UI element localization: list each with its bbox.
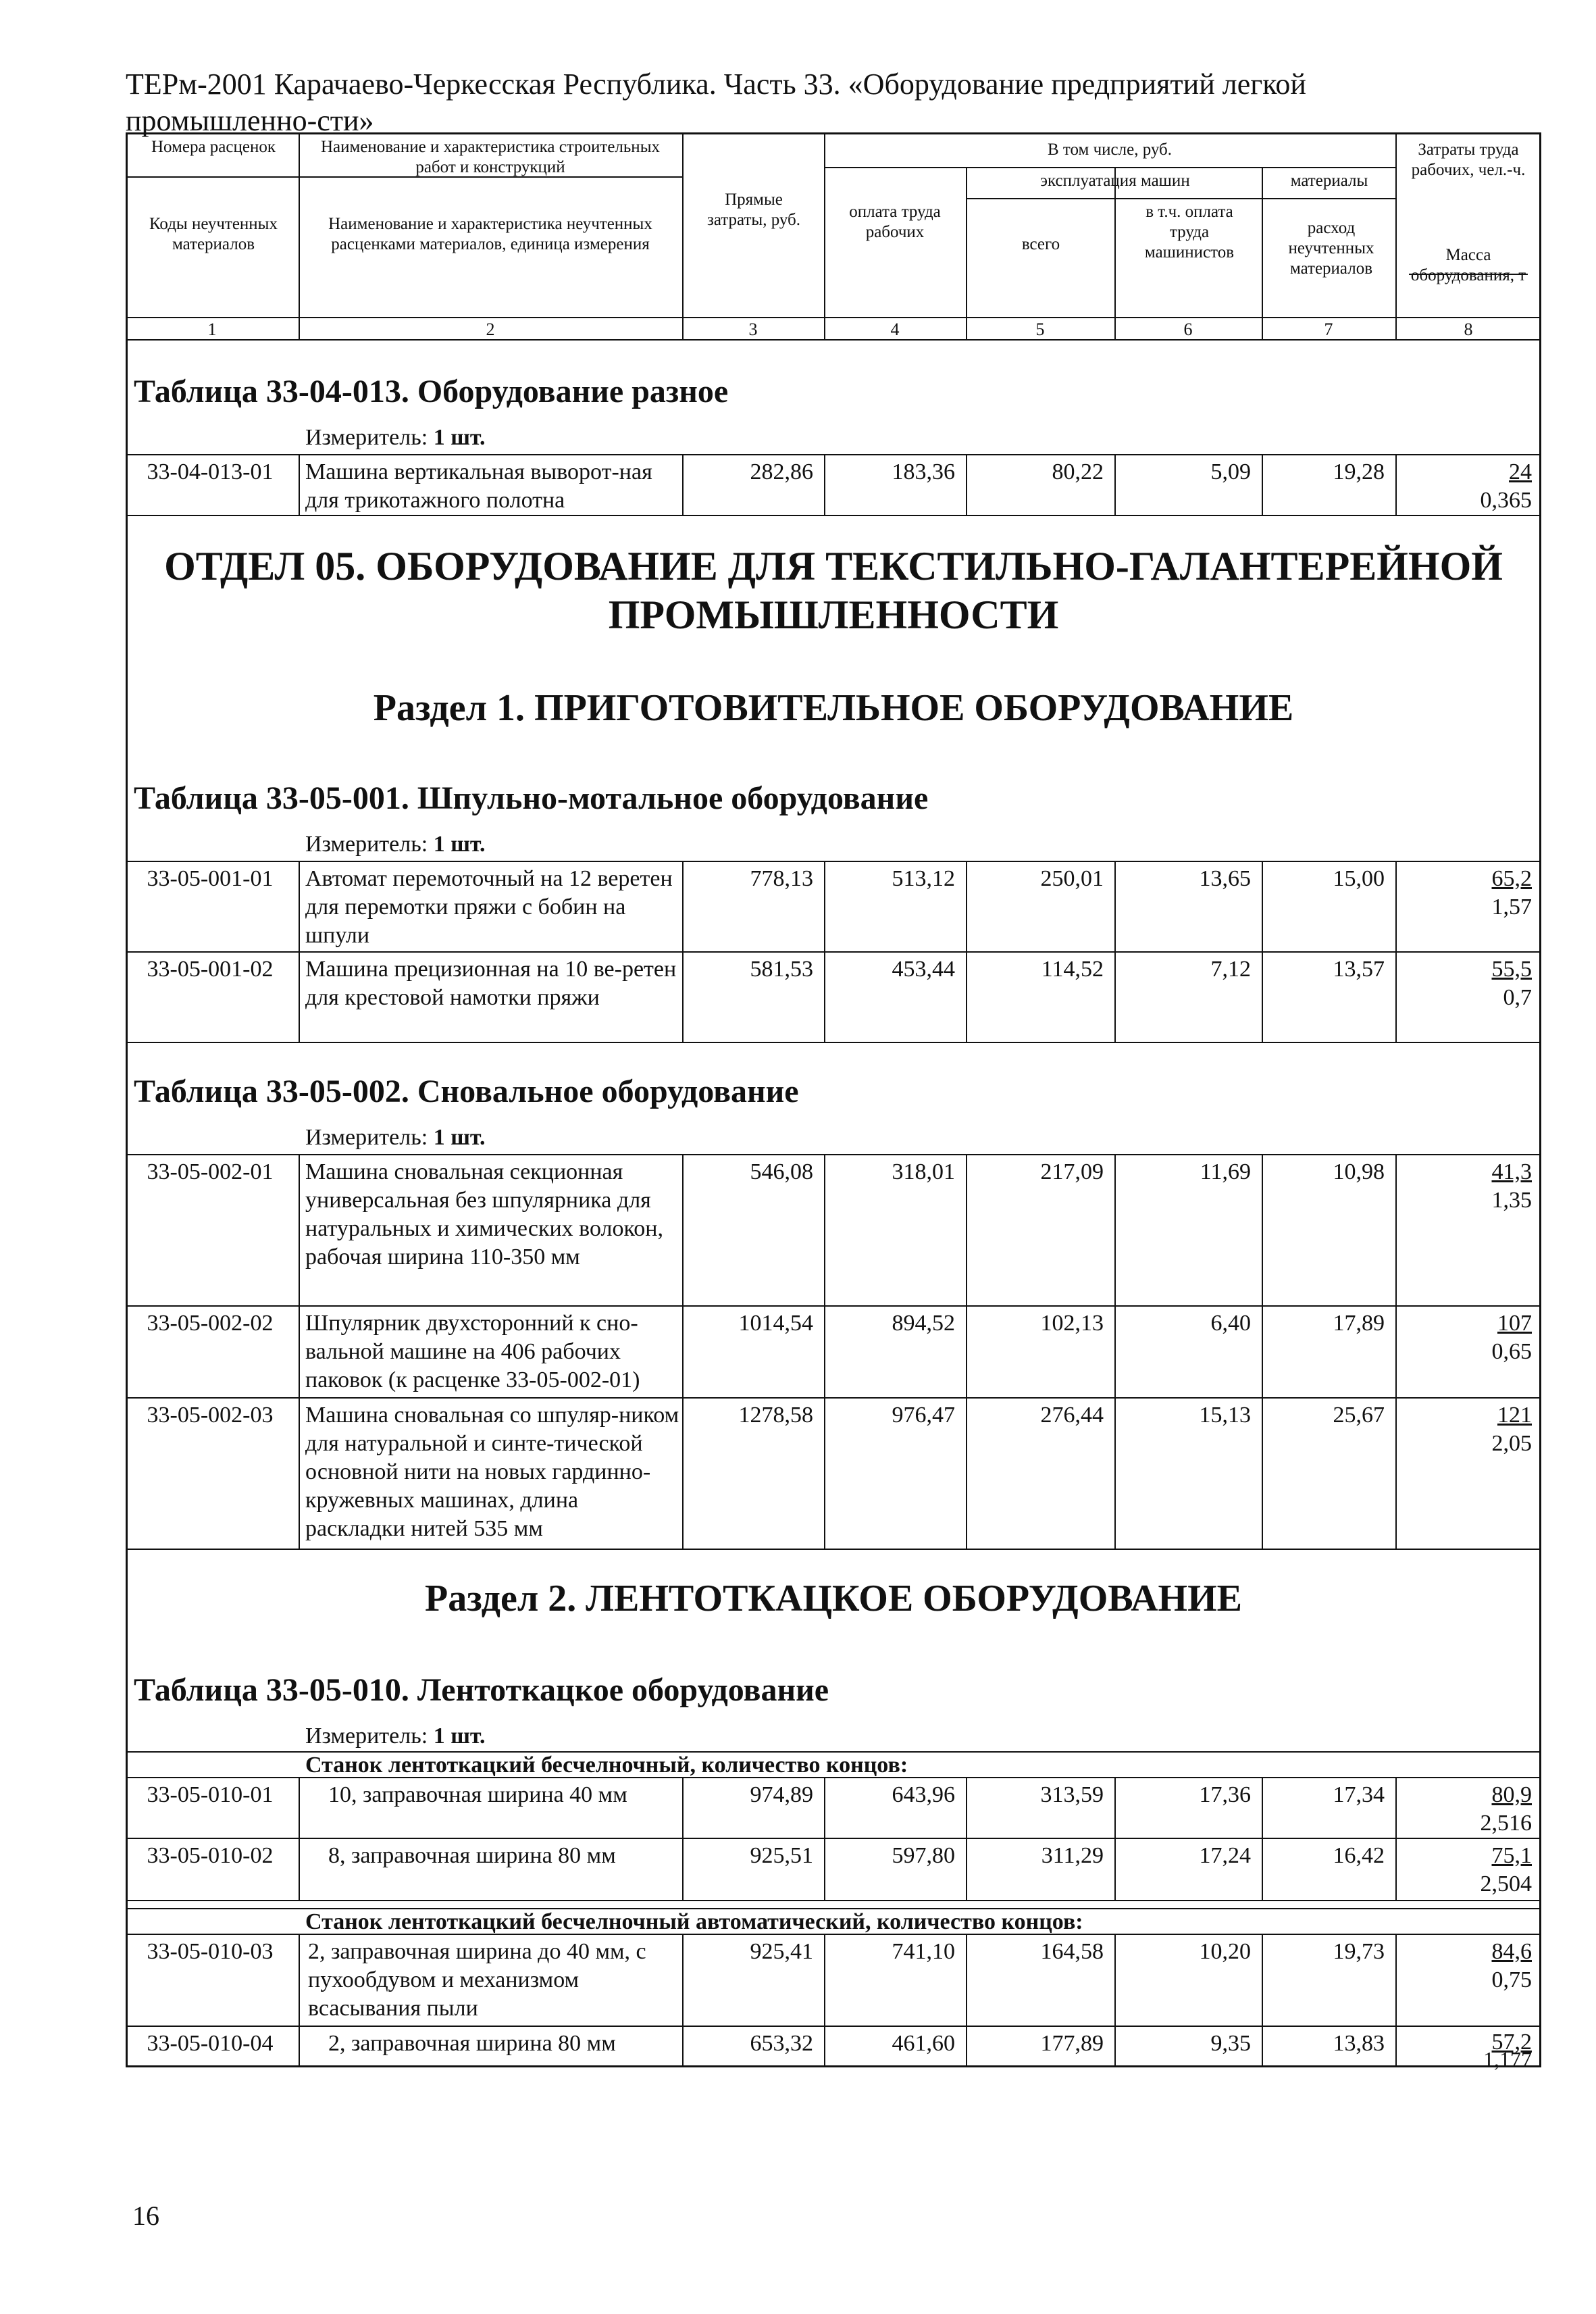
equipment-name: 10, заправочная ширина 40 мм [328,1782,627,1807]
labor-hours: 24 [1509,459,1532,484]
col-divider [966,953,967,1042]
equipment-name: 2, заправочная ширина до 40 мм, с пухообдувом и механизмом всасывания пыли [308,1939,646,2021]
table-row [126,1305,1541,1399]
equipment-name: 2, заправочная ширина 80 мм [328,2031,616,2056]
equipment-name: Шпулярник двухсторонний к сно-вальной машине на 406 рабочих паковок (к расценке 33-05-002-01) [305,1311,640,1392]
labor-hours: 57,2 [1491,2030,1532,2055]
operators-pay: 17,24 [1199,1843,1251,1868]
equipment-name: Машина сновальная секционная универсальная без шпулярника для натуральных и химических волокон, рабочая ширина 110-350 мм [305,1159,663,1269]
labor-hours: 75,1 [1491,1843,1532,1868]
machines-cost: 217,09 [1040,1159,1104,1184]
col-divider [299,1307,300,1397]
col-divider [966,2027,967,2067]
direct-costs: 925,51 [750,1843,813,1868]
col-divider [1262,953,1263,1042]
equipment-mass: 1,177 [1483,2047,1532,2071]
direct-costs: 1278,58 [738,1403,813,1428]
table-row [126,2026,1541,2071]
materials-cost: 13,83 [1333,2031,1385,2056]
equipment-mass: 0,365 [1480,488,1532,513]
column-number: 2 [486,320,495,339]
direct-costs: 546,08 [750,1159,813,1184]
col-divider [1395,2027,1397,2067]
column-number: 8 [1464,320,1473,339]
table-column-header [126,132,1541,341]
col-divider [299,953,300,1042]
labor-pay: 461,60 [892,2031,955,2056]
column-number: 7 [1324,320,1333,339]
labor-pay: 741,10 [892,1939,955,1964]
header-labor-hours: Затраты труда рабочих, чел.-ч. [1411,141,1526,179]
col-divider [1395,455,1397,515]
equipment-mass: 0,75 [1491,1967,1532,1992]
labor-hours: 80,9 [1491,1782,1532,1807]
labor-hours: 55,5 [1491,957,1532,982]
direct-costs: 282,86 [750,459,813,484]
col-divider [1114,1307,1116,1397]
group-heading: Станок лентоткацкий бесчелночный, количество концов: [126,1751,1541,1777]
col-divider [966,862,967,951]
header-machines: эксплуатация машин [1040,172,1190,190]
col-divider [1395,134,1397,339]
col-divider [299,1399,300,1549]
col-divider [299,1935,300,2026]
equipment-mass: 0,65 [1491,1339,1532,1364]
col-divider [1262,1155,1263,1305]
col-divider [966,1778,967,1838]
col-divider [1262,862,1263,951]
section-title: Раздел 1. ПРИГОТОВИТЕЛЬНОЕ ОБОРУДОВАНИЕ [373,687,1294,729]
header-divider [966,198,1395,199]
col-divider [299,1839,300,1900]
col-divider [299,2027,300,2067]
direct-costs: 974,89 [750,1782,813,1807]
equipment-name: 8, заправочная ширина 80 мм [328,1843,616,1868]
equipment-mass: 2,05 [1491,1431,1532,1456]
col-divider [824,455,825,515]
header-work-name: Наименование и характеристика строительных работ и конструкций [320,138,660,176]
col-divider [1395,1155,1397,1305]
unit-of-measure: Измеритель: 1 шт. [305,1724,486,1749]
col-divider [966,167,967,339]
header-machines-total: всего [1021,235,1060,253]
col-divider [1114,1399,1116,1549]
equipment-mass: 1,35 [1491,1188,1532,1213]
equipment-mass: 2,504 [1480,1871,1532,1896]
col-divider [824,953,825,1042]
machines-cost: 313,59 [1040,1782,1104,1807]
operators-pay: 5,09 [1210,459,1251,484]
operators-pay: 15,13 [1199,1403,1251,1428]
rate-code: 33-05-002-03 [147,1403,274,1428]
direct-costs: 653,32 [750,2031,813,2056]
rate-code: 33-05-002-02 [147,1311,274,1336]
col-divider [1262,1778,1263,1838]
col-divider [682,134,684,339]
col-divider [1395,1399,1397,1549]
col-divider [824,1935,825,2026]
col-divider [682,455,684,515]
header-direct-costs: Прямые затраты, руб. [706,191,801,229]
col-divider [966,455,967,515]
header-materials: материалы [1290,172,1368,190]
col-divider [966,1399,967,1549]
machines-cost: 114,52 [1041,957,1104,982]
col-divider [966,1839,967,1900]
machines-cost: 250,01 [1040,866,1104,891]
col-divider [1114,455,1116,515]
machines-cost: 276,44 [1040,1403,1104,1428]
labor-pay: 894,52 [892,1311,955,1336]
col-divider [824,2027,825,2067]
column-number: 6 [1183,320,1193,339]
direct-costs: 581,53 [750,957,813,982]
operators-pay: 7,12 [1210,957,1251,982]
rate-code: 33-04-013-01 [147,459,274,484]
rate-code: 33-05-001-01 [147,866,274,891]
direct-costs: 925,41 [750,1939,813,1964]
col-divider [824,1839,825,1900]
materials-cost: 16,42 [1333,1843,1385,1868]
col-divider [1114,1155,1116,1305]
operators-pay: 6,40 [1210,1311,1251,1336]
table-row [126,861,1541,953]
rate-code: 33-05-010-02 [147,1843,274,1868]
header-including: В том числе, руб. [1047,141,1173,159]
materials-cost: 10,98 [1333,1159,1385,1184]
materials-cost: 25,67 [1333,1403,1385,1428]
column-number: 1 [207,320,217,339]
rate-code: 33-05-010-04 [147,2031,274,2056]
col-divider [1114,2027,1116,2067]
col-divider [1262,455,1263,515]
col-divider [299,134,300,339]
table-title: Таблица 33-05-001. Шпульно-мотальное оборудование [134,780,929,816]
machines-cost: 102,13 [1040,1311,1104,1336]
col-divider [1114,953,1116,1042]
col-divider [1114,862,1116,951]
col-divider [1262,1307,1263,1397]
labor-pay: 513,12 [892,866,955,891]
page-number: 16 [132,2200,159,2231]
col-divider [682,1399,684,1549]
header-divider [126,317,1541,318]
unit-of-measure: Измеритель: 1 шт. [305,1125,486,1150]
col-divider [1262,1935,1263,2026]
labor-pay: 597,80 [892,1843,955,1868]
document-header: ТЕРм-2001 Карачаево-Черкесская Республика. Часть 33. «Оборудование предприятий легкой промышленно-сти» [126,68,1306,137]
table-row [126,951,1541,1043]
col-divider [824,1155,825,1305]
operators-pay: 11,69 [1200,1159,1251,1184]
col-divider [1395,1839,1397,1900]
col-divider [1395,1778,1397,1838]
column-number: 4 [890,320,900,339]
operators-pay: 10,20 [1199,1939,1251,1964]
col-divider [682,953,684,1042]
rate-code: 33-05-010-01 [147,1782,274,1807]
machines-cost: 164,58 [1040,1939,1104,1964]
table-row [126,1934,1541,2027]
materials-cost: 15,00 [1333,866,1385,891]
column-number: 3 [748,320,758,339]
header-material-codes: Коды неучтенных материалов [149,215,278,253]
col-divider [1114,1839,1116,1900]
table-row [126,1838,1541,1901]
col-divider [824,862,825,951]
operators-pay: 13,65 [1199,866,1251,891]
labor-hours: 121 [1497,1403,1532,1428]
col-divider [682,862,684,951]
materials-cost: 19,28 [1333,459,1385,484]
materials-cost: 19,73 [1333,1939,1385,1964]
machines-cost: 311,29 [1041,1843,1104,1868]
labor-hours: 41,3 [1491,1159,1532,1184]
col-divider [1262,1399,1263,1549]
labor-pay: 643,96 [892,1782,955,1807]
rate-code: 33-05-001-02 [147,957,274,982]
materials-cost: 17,34 [1333,1782,1385,1807]
col-divider [1262,2027,1263,2067]
col-divider [824,1399,825,1549]
rate-code: 33-05-010-03 [147,1939,274,1964]
operators-pay: 9,35 [1210,2031,1251,2056]
unit-of-measure: Измеритель: 1 шт. [305,425,486,450]
labor-hours: 84,6 [1491,1939,1532,1964]
header-material-name: Наименование и характеристика неучтенных расценками материалов, единица измерения [328,215,652,253]
col-divider [299,1778,300,1838]
labor-pay: 318,01 [892,1159,955,1184]
equipment-mass: 2,516 [1480,1811,1532,1836]
header-equipment-mass: Масса оборудования, т [1410,246,1526,284]
col-divider [682,1155,684,1305]
col-divider [1114,1778,1116,1838]
labor-pay: 183,36 [892,459,955,484]
labor-hours: 65,2 [1491,866,1532,891]
header-labor-pay: оплата труда рабочих [849,203,941,241]
labor-pay: 976,47 [892,1403,955,1428]
machines-cost: 80,22 [1052,459,1104,484]
col-divider [824,1307,825,1397]
header-material-consumption: расход неучтенных материалов [1288,219,1374,278]
column-number: 5 [1035,320,1045,339]
header-rate-numbers: Номера расценок [151,138,276,156]
table-title: Таблица 33-05-010. Лентоткацкое оборудование [134,1672,829,1708]
labor-hours: 107 [1497,1311,1532,1336]
table-title: Таблица 33-05-002. Сновальное оборудование [134,1074,799,1109]
equipment-mass: 1,57 [1491,895,1532,920]
table-row [126,1397,1541,1550]
col-divider [1114,167,1116,339]
equipment-mass: 0,7 [1503,985,1532,1010]
header-operators-pay: в т.ч. оплата труда машинистов [1144,203,1235,261]
direct-costs: 778,13 [750,866,813,891]
unit-of-measure: Измеритель: 1 шт. [305,832,486,857]
table-row [126,1154,1541,1307]
col-divider [1262,1839,1263,1900]
col-divider [966,1307,967,1397]
department-title: ОТДЕЛ 05. ОБОРУДОВАНИЕ ДЛЯ ТЕКСТИЛЬНО-ГАЛАНТЕРЕЙНОЙ ПРОМЫШЛЕННОСТИ [164,544,1503,637]
col-divider [1262,167,1263,339]
col-divider [1395,862,1397,951]
table-row [126,454,1541,516]
col-divider [1114,1935,1116,2026]
col-divider [1395,1935,1397,2026]
equipment-name: Машина вертикальная выворот-ная для трикотажного полотна [305,459,652,513]
col-divider [966,1155,967,1305]
col-divider [1395,1307,1397,1397]
col-divider [824,1778,825,1838]
header-divider [824,167,1395,168]
materials-cost: 13,57 [1333,957,1385,982]
labor-pay: 453,44 [892,957,955,982]
col-divider [824,134,825,339]
equipment-name: Машина прецизионная на 10 ве-ретен для крестовой намотки пряжи [305,957,677,1010]
rate-code: 33-05-002-01 [147,1159,274,1184]
equipment-name: Машина сновальная со шпуляр-ником для натуральной и синте-тической основной нити на новых гардинно-кружевных машинах, длина раскладки нитей 535 мм [305,1403,679,1541]
col-divider [966,1935,967,2026]
col-divider [299,1155,300,1305]
table-title: Таблица 33-04-013. Оборудование разное [134,374,729,409]
group-heading: Станок лентоткацкий бесчелночный автоматический, количество концов: [126,1908,1541,1934]
col-divider [1395,953,1397,1042]
section-title: Раздел 2. ЛЕНТОТКАЦКОЕ ОБОРУДОВАНИЕ [424,1578,1242,1619]
table-row [126,1777,1541,1839]
machines-cost: 177,89 [1040,2031,1104,2056]
direct-costs: 1014,54 [738,1311,813,1336]
materials-cost: 17,89 [1333,1311,1385,1336]
equipment-name: Автомат перемоточный на 12 веретен для перемотки пряжи с бобин на шпули [305,866,673,948]
col-divider [682,1307,684,1397]
col-divider [299,455,300,515]
operators-pay: 17,36 [1199,1782,1251,1807]
col-divider [299,862,300,951]
